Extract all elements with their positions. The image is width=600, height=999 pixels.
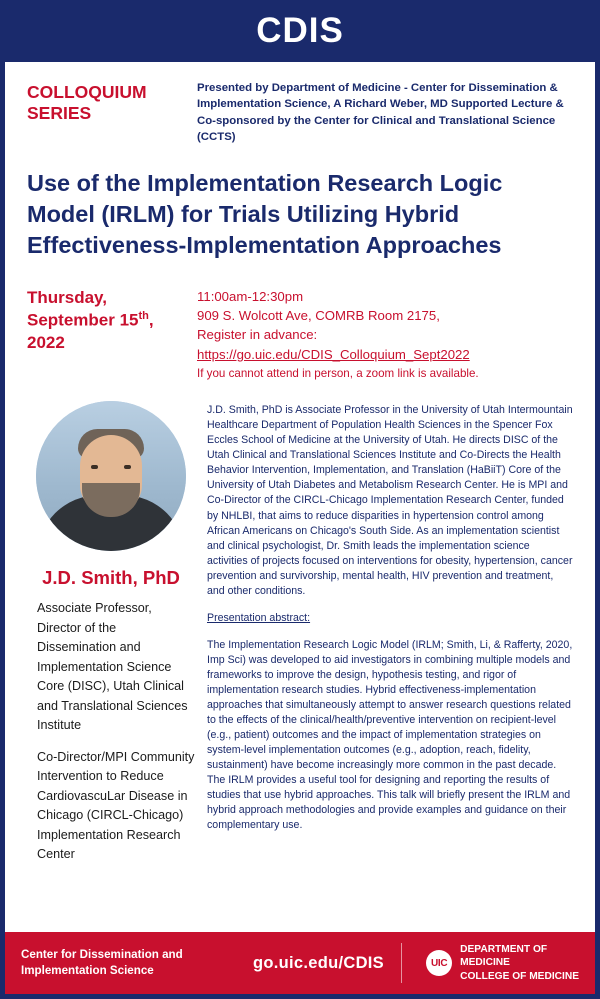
dept-line-1: DEPARTMENT OF — [460, 944, 548, 956]
photo-eye-right — [124, 465, 131, 469]
speaker-affiliation-2: Co-Director/MPI Community Intervention to Reduce CardiovascuLar Disease in Chicago (CIRCL-Chicago) Implementation Research Center — [37, 749, 195, 862]
bio-column — [207, 401, 573, 845]
register-text: Register in advance: — [197, 327, 318, 343]
event-location: 909 S. Wolcott Ave, COMRB Room 2175, — [197, 308, 440, 324]
event-date-comma: , — [148, 310, 154, 330]
header-title: CDIS — [256, 11, 344, 50]
event-year: 2022 — [27, 332, 65, 352]
photo-eye-left — [91, 465, 98, 469]
event-logistics — [197, 287, 573, 383]
talk-title: Use of the Implementation Research Logic Model (IRLM) for Trials Utilizing Hybrid Effectiveness-Implementation Approaches — [27, 169, 503, 258]
speaker-and-bio — [27, 401, 573, 877]
uic-circle-icon: UIC — [426, 950, 452, 976]
uic-logo — [401, 943, 579, 983]
speaker-photo — [36, 401, 186, 551]
poster-header — [5, 5, 595, 62]
event-date — [27, 287, 197, 354]
registration-link[interactable]: https://go.uic.edu/CDIS_Colloquium_Sept2022 — [197, 347, 470, 363]
department-lines — [460, 943, 579, 983]
dept-line-3: COLLEGE OF MEDICINE — [460, 970, 579, 982]
footer-org-name: Center for Dissemination and Implementation Science — [21, 948, 183, 977]
speaker-affiliation-1: Associate Professor, Director of the Dissemination and Implementation Science Core (DISC), Utah Clinical and Translational Sciences Institute — [37, 601, 188, 733]
colloquium-series-label: COLLOQUIUM SERIES — [27, 81, 147, 123]
event-details-row — [27, 287, 573, 383]
footer-url[interactable]: go.uic.edu/CDIS — [252, 953, 384, 972]
dept-line-2: MEDICINE — [460, 957, 510, 969]
event-day: Thursday, — [27, 287, 107, 307]
event-date-line — [27, 309, 197, 332]
abstract-text: The Implementation Research Logic Model (IRLM; Smith, Li, & Rafferty, 2020, Imp Sci) was developed to aid investigators in combining multiple models and frameworks to improve the design, hypothesis testing, and rigor of implementation research studies. Hybrid effectiveness-implementation approaches that simultaneously attempt to answer research questions related to the effects of the clinical/health/preventive intervention on recipient-level (e.g., patient) outcomes and the impact of implementation strategies on system-level implementation outcomes (e.g., adoption, reach, fidelity, sustainment) have become increasingly more common in the past decade. The IRLM provides a useful tool for designing and reporting the results of studies that use hybrid approaches. This talk will briefly present the IRLM and hybrid approach methodologies and provide examples and guidance on their complementary use. — [207, 638, 573, 832]
event-time: 11:00am-12:30pm — [197, 288, 304, 304]
event-month-day: September 15 — [27, 310, 139, 330]
speaker-name: J.D. Smith, PhD — [42, 567, 180, 589]
abstract-heading: Presentation abstract: — [207, 611, 311, 624]
poster-footer — [5, 932, 595, 994]
series-row — [27, 78, 573, 146]
event-date-sup: th — [138, 310, 149, 323]
speaker-affiliations — [27, 599, 195, 865]
zoom-note: If you cannot attend in person, a zoom link is available. — [197, 367, 479, 381]
poster-content — [5, 62, 595, 932]
speaker-bio: J.D. Smith, PhD is Associate Professor in the University of Utah Intermountain Healthcare Department of Population Health Sciences in the Spencer Fox Eccles School of Medicine at the University of Utah. He directs DISC of the Utah Clinical and Translational Sciences Institute and Co-Directs the Health Behavior Intervention, Implementation, and Translation (HaBiiT) Core of the University of Utah Diabetes and Metabolism Research Center. He is MPI and Co-Director of the CIRCL-Chicago Implementation Research Center, funded by NHLBI, that aims to reduce disparities in hypertension control among African Americans on Chicago's South Side. As an implementation scientist and clinical psychologist, Dr. Smith leads the implementation science activities of projects focused on interventions for obesity, hypertension, cancer prevention and survivorship, mental health, HIV prevention and treatment, and other conditions. — [207, 404, 573, 597]
presented-by-text: Presented by Department of Medicine - Center for Dissemination & Implementation Science, A Richard Weber, MD Supported Lecture & Co-sponsored by the Center for Clinical and Translational Science (CCTS) — [197, 81, 564, 144]
speaker-column — [27, 401, 207, 877]
